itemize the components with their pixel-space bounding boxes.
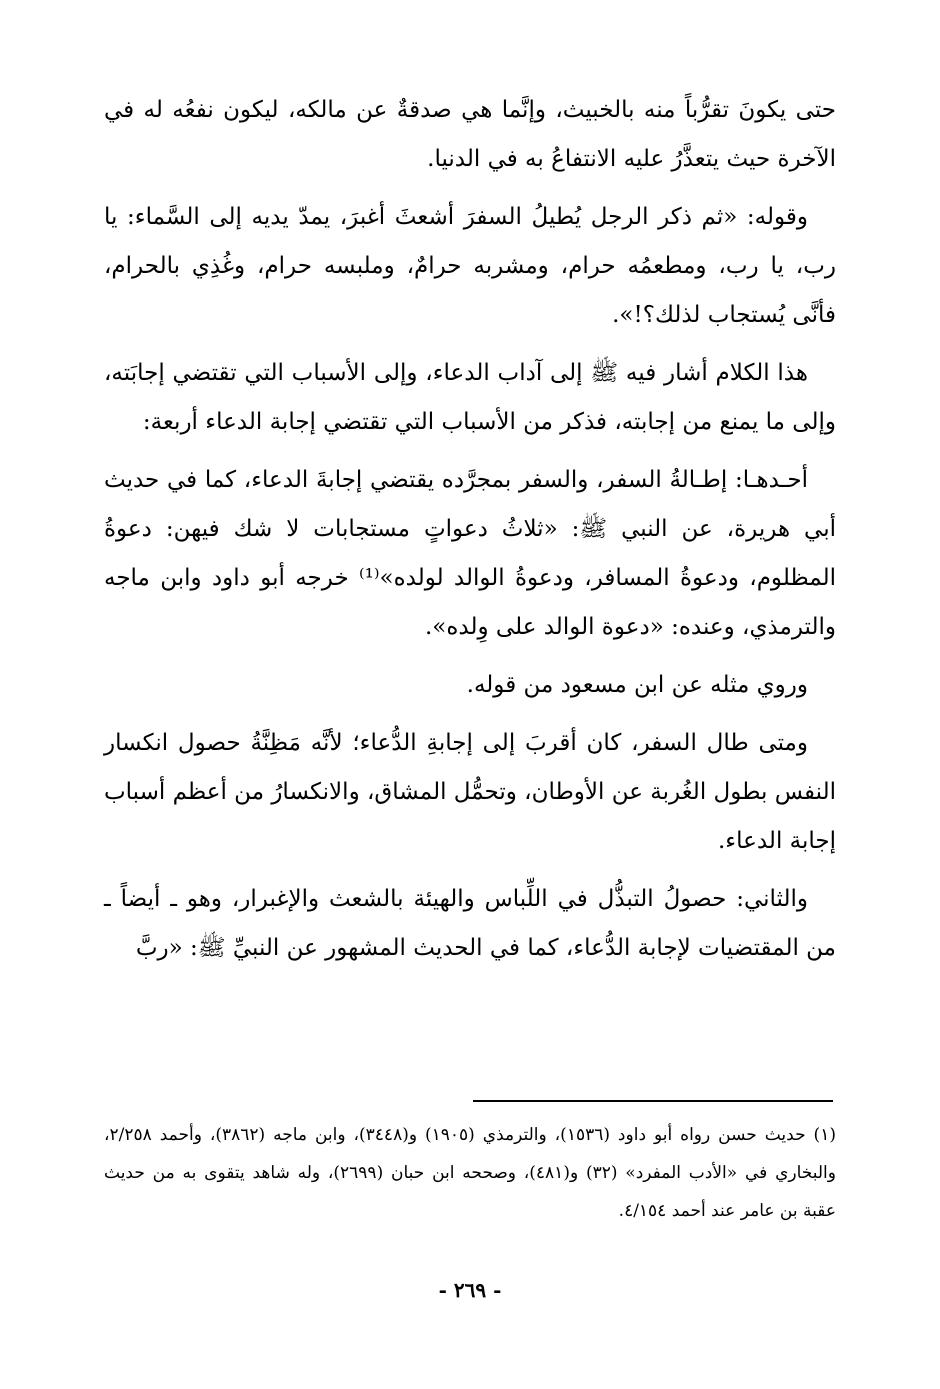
footnotes [104, 1116, 836, 1230]
paragraph-hadith-quote: وقوله: «ثم ذكر الرجل يُطيلُ السفرَ أشعثَ أغبرَ، يمدّ يديه إلى السَّماء: يا رب، يا رب، ومطعمُه حرام، ومشربه حرامٌ، وملبسه حرام، وغُذِي بالحرام، فأنَّى يُستجاب لذلك؟!». [104, 204, 836, 328]
page-number: - ٢٦٩ - [438, 1278, 502, 1302]
main-text [104, 86, 836, 982]
paragraph-long-travel: ومتى طال السفر، كان أقربَ إلى إجابةِ الدُّعاء؛ لأنَّه مَظِنَّةُ حصول انكسار النفس بطول الغُربة عن الأوطان، وتحمُّل المشاق، والانكسارُ من أعظم أسباب إجابة الدعاء. [104, 730, 836, 854]
paragraph-narration: وروي مثله عن ابن مسعود من قوله. [466, 672, 808, 698]
footnote-divider [473, 1100, 833, 1102]
paragraph-first-cause: أحـدهـا: إطـالةُ السفر، والسفر بمجرَّده يقتضي إجابةَ الدعاء، كما في حديث أبي هريرة، عن النبي ﷺ: «ثلاثُ دعواتٍ مستجابات لا شك فيهن: دعوةُ المظلوم، ودعوةُ المسافر، ودعوةُ الوالد لولده»⁽¹⁾ خرجه أبو داود وابن ماجه والترمذي، وعنده: «دعوة الوالد على وِلده». [104, 467, 836, 640]
paragraph-second-cause: والثاني: حصولُ التبذُّل في اللِّباس والهيئة بالشعث والإغبرار، وهو ـ أيضاً ـ من المقتضيات لإجابة الدُّعاء، كما في الحديث المشهور عن النبيِّ ﷺ: «ربَّ [104, 886, 836, 961]
paragraph-continuation: حتى يكونَ تقرُّباً منه بالخبيث، وإنَّما هي صدقةٌ عن مالكه، ليكون نفعُه له في الآخرة حيث يتعذَّرُ عليه الانتفاعُ به في الدنيا. [104, 97, 836, 172]
footnote-1: (١) حديث حسن رواه أبو داود (١٥٣٦)، والترمذي (١٩٠٥) و(٣٤٤٨)، وابن ماجه (٣٨٦٢)، وأحمد ٢/٢٥٨، والبخاري في «الأدب المفرد» (٣٢) و(٤٨١)، وصححه ابن حبان (٢٦٩٩)، وله شاهد يتقوى به من حديث عقبة بن عامر عند أحمد ٤/١٥٤. [104, 1125, 836, 1221]
paragraph-commentary: هذا الكلام أشار فيه ﷺ إلى آداب الدعاء، وإلى الأسباب التي تقتضي إجابَته، وإلى ما يمنع من إجابته، فذكر من الأسباب التي تقتضي إجابة الدعاء أربعة: [104, 360, 836, 435]
